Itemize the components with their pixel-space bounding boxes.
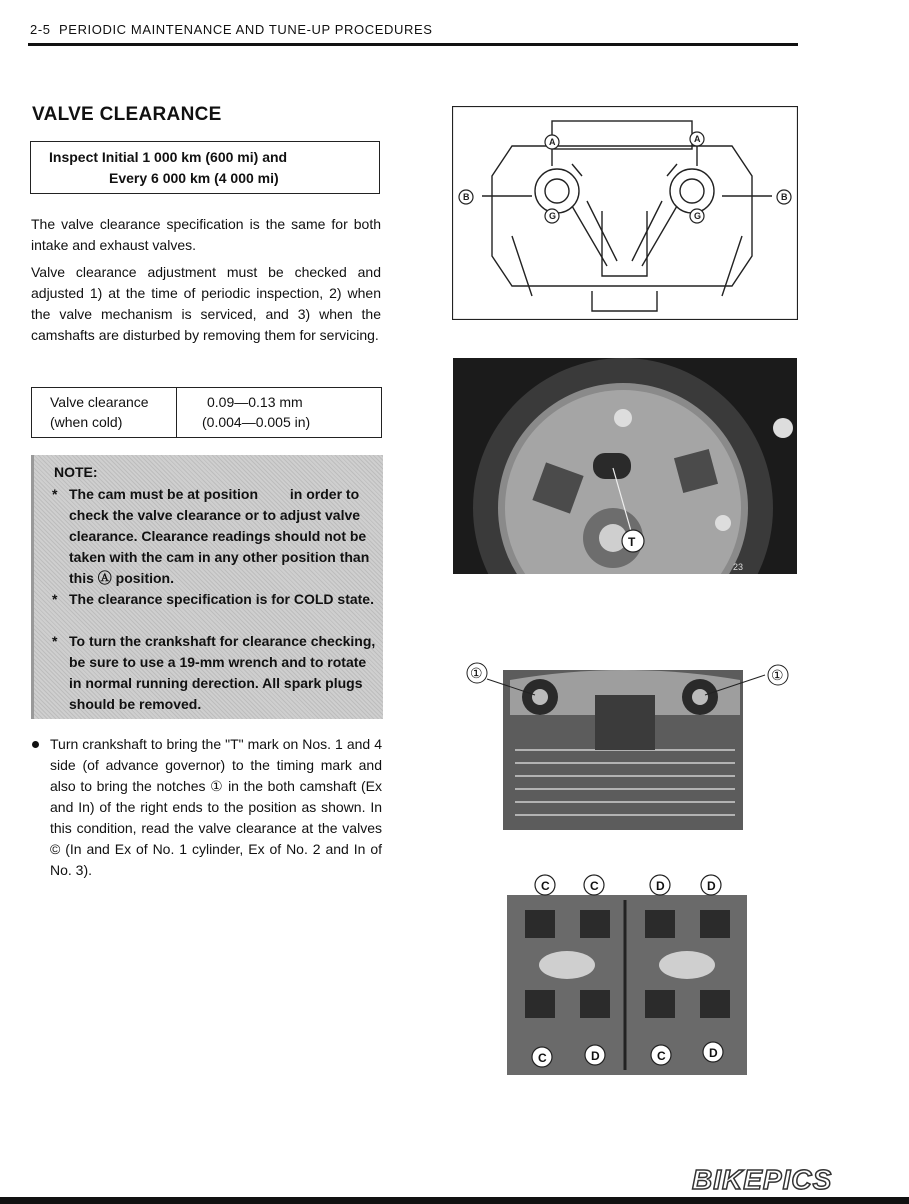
bullet-star-icon: *: [52, 591, 58, 607]
note-item-text: The clearance specification is for COLD state.: [69, 591, 374, 607]
figure-valve-positions-photo: [485, 870, 755, 1082]
label-d: D: [707, 879, 716, 893]
label-t: T: [628, 535, 636, 549]
section-title: VALVE CLEARANCE: [32, 104, 222, 125]
note-item-text: To turn the crankshaft for clearance checking, be sure to use a 19-mm wrench and to rotate in normal running derection. All spark plugs should be removed.: [69, 633, 376, 712]
paragraph: Valve clearance adjustment must be checked and adjusted 1) at the time of periodic inspection, 2) when the valve mechanism is serviced, and 3) when the camshafts are disturbed by removing them for servicing.: [31, 264, 381, 343]
header-title: PERIODIC MAINTENANCE AND TUNE-UP PROCEDURES: [59, 22, 433, 37]
label-b: B: [463, 192, 470, 202]
label-c: C: [590, 879, 599, 893]
label-d: D: [656, 879, 665, 893]
label-c: C: [541, 879, 550, 893]
running-header: [30, 22, 433, 37]
header-rule: [28, 43, 798, 46]
label-notch: ①: [470, 665, 483, 681]
note-box: [31, 455, 383, 719]
watermark-logo: BIKEPICS: [692, 1164, 833, 1195]
paragraph: The valve clearance specification is the same for both intake and exhaust valves.: [31, 216, 381, 253]
bullet-icon: [32, 741, 39, 748]
label-d: D: [709, 1046, 718, 1060]
label-d: D: [591, 1049, 600, 1063]
spec-label-1: Valve clearance: [50, 394, 149, 410]
figure-number: 23: [733, 562, 744, 572]
inspect-line-2: Every 6 000 km (4 000 mi): [109, 170, 279, 186]
figure-timing-mark-photo: [453, 358, 797, 574]
label-g: G: [549, 211, 557, 221]
bottom-rule: [0, 1197, 909, 1204]
table-divider: [176, 388, 177, 437]
inspect-line-1: Inspect Initial 1 000 km (600 mi) and: [49, 149, 288, 165]
spec-value-1: 0.09—0.13 mm: [207, 394, 303, 410]
figure-cylinder-head-diagram: [452, 106, 798, 320]
figure-camshaft-notches-photo: [455, 655, 800, 833]
page-ref: 2-5: [30, 22, 51, 37]
note-item-text: The cam must be at position in order to check the valve clearance or to adjust valve clearance. Clearance readings should not be taken with the cam in any other position than this Ⓐ position.: [69, 486, 370, 586]
label-g: G: [694, 211, 702, 221]
bullet-star-icon: *: [52, 486, 58, 502]
label-a: A: [549, 137, 556, 147]
bullet-star-icon: *: [52, 633, 58, 649]
inspect-interval-box: [30, 141, 380, 194]
label-notch: ①: [771, 667, 784, 683]
label-a: A: [694, 134, 701, 144]
instruction-paragraph: Turn crankshaft to bring the "T" mark on Nos. 1 and 4 side (of advance governor) to the timing mark and also to bring the notches ① in the both camshaft (Ex and In) of the right ends to the position as shown. In this condition, read the valve clearance at the valves © (In and Ex of No. 1 cylinder, Ex of No. 2 and In of No. 3).: [50, 736, 382, 878]
label-b: B: [781, 192, 788, 202]
spec-table: [31, 387, 382, 438]
spec-label-2: (when cold): [50, 414, 123, 430]
note-title: NOTE:: [54, 464, 98, 480]
label-c: C: [657, 1049, 666, 1063]
spec-value-2: (0.004—0.005 in): [202, 414, 311, 430]
label-c: C: [538, 1051, 547, 1065]
